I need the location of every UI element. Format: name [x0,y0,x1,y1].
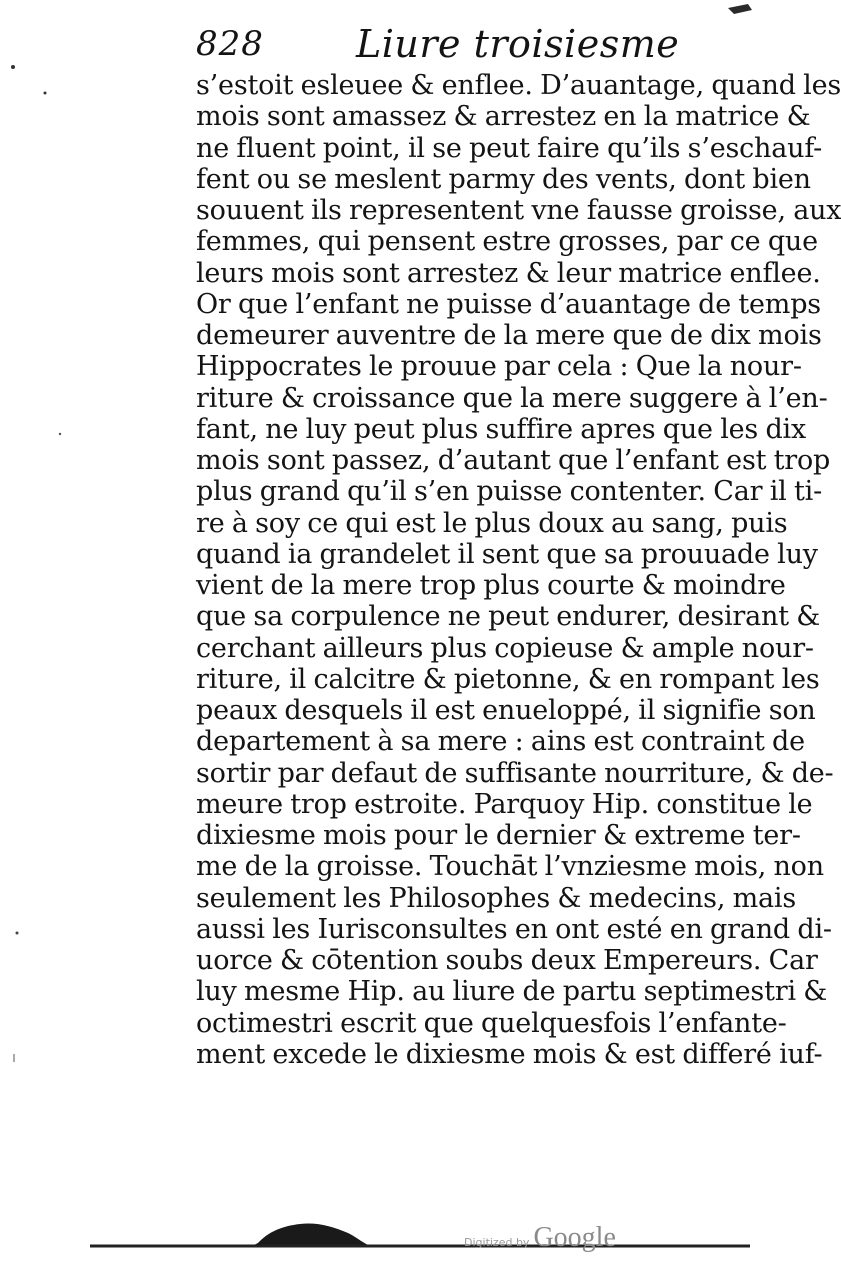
text-line: femmes, qui pensent estre grosses, par ce que [196,226,818,258]
text-line: s’estoit esleuee & enflee. D’auantage, quand les [196,70,841,101]
margin-speck [59,433,61,435]
text-line: uorce & cōtention soubs deux Empereurs. Car [196,945,818,976]
text-line: riture & croissance que la mere suggere à l’en- [196,382,828,414]
text-line: ne fluent point, il se peut faire qu’ils s’eschauf- [196,132,823,164]
bottom-ink-smudge [252,1223,368,1246]
text-line: me de la groisse. Touchāt l’vnziesme mois, non [196,851,824,883]
body-text [196,70,841,1070]
corner-mark [728,4,752,14]
google-logo-text: Google [533,1222,616,1253]
margin-speck [16,932,19,935]
digitized-by-label: Digitized by [464,1236,530,1249]
page-header [196,18,716,78]
text-line: seulement les Philosophes & medecins, mais [196,882,796,914]
text-line: departement à sa mere : ains est contraint de [196,726,805,758]
margin-speck [44,92,47,95]
text-line: riture, il calcitre & pietonne, & en rompant les [196,663,820,695]
text-line: leurs mois sont arrestez & leur matrice enflee. [196,257,821,289]
text-line: cerchant ailleurs plus copieuse & ample nour- [196,632,814,664]
text-line: quand ia grandelet il sent que sa prouuade luy [196,538,818,570]
text-line: meure trop estroite. Parquoy Hip. constitue le [196,788,813,820]
text-line: mois sont amassez & arrestez en la matrice & [196,101,811,133]
text-line: plus grand qu’il s’en puisse contenter. Car il ti- [196,476,822,508]
running-title: Liure troisiesme [356,22,680,66]
text-line: que sa corpulence ne peut endurer, desirant & [196,601,821,633]
text-line: Hippocrates le prouue par cela : Que la nour- [196,351,802,383]
text-line: souuent ils representent vne fausse groisse, aux [196,195,841,226]
text-line: demeurer auventre de la mere que de dix mois [196,320,822,351]
text-line: fent ou se meslent parmy des vents, dont bien [196,163,811,195]
text-line: dixiesme mois pour le dernier & extreme ter- [196,820,801,851]
text-line: fant, ne luy peut plus suffire apres que les dix [196,413,807,445]
text-line: octimestri escrit que quelquesfois l’enfante- [196,1007,787,1039]
text-line: ment excede le dixiesme mois & est differé iuf- [196,1038,823,1070]
text-line: sortir par defaut de suffisante nourriture, & de- [196,757,834,789]
text-line: luy mesme Hip. au liure de partu septimestri & [196,976,828,1008]
text-line: re à soy ce qui est le plus doux au sang, puis [196,507,788,539]
text-line: Or que l’enfant ne puisse d’auantage de temps [196,288,821,320]
text-line: vient de la mere trop plus courte & moindre [196,570,786,601]
margin-speck [11,65,15,69]
text-line: mois sont passez, d’autant que l’enfant est trop [196,445,831,476]
text-line: aussi les Iurisconsultes en ont esté en grand di- [196,913,832,945]
text-line: peaux desquels il est enueloppé, il signifie son [196,695,816,726]
page-number: 828 [196,24,264,64]
digitized-watermark [464,1222,616,1254]
